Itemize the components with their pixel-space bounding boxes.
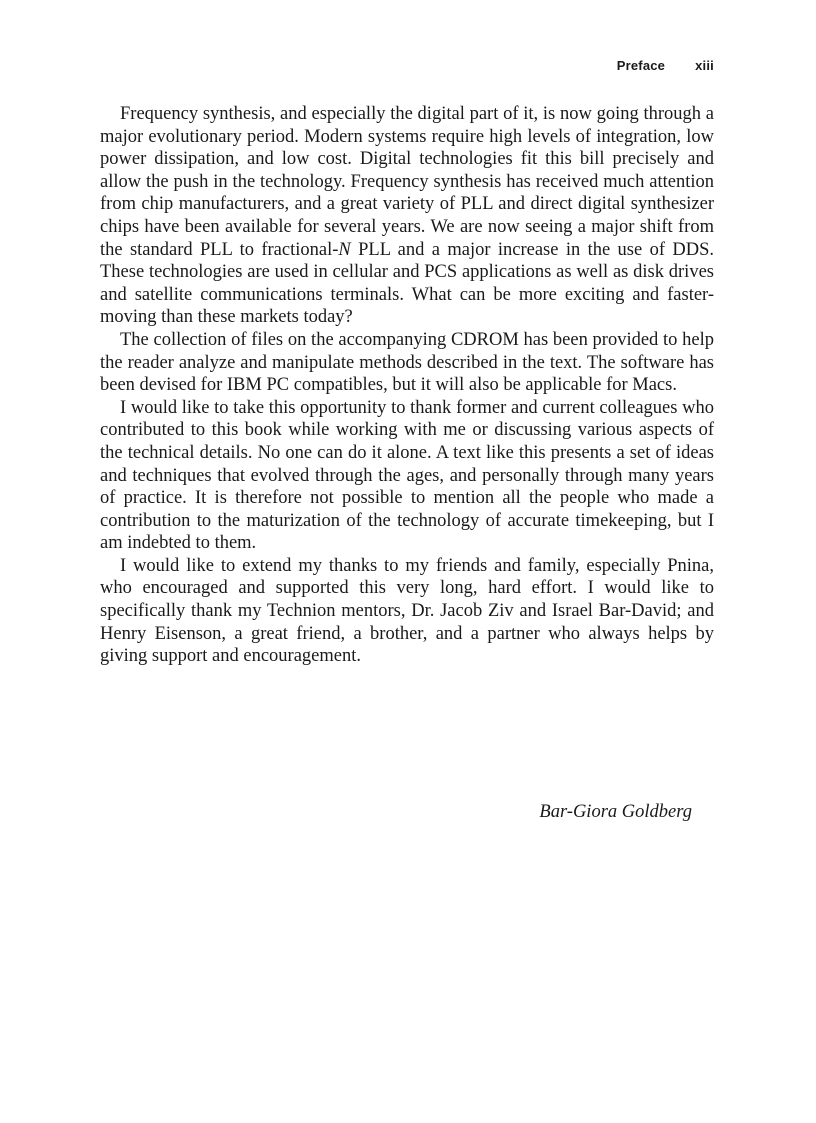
paragraph-1-part-1: Frequency synthesis, and especially the digital part of it, is now going through a major evolutionary period. Modern systems require high levels of integration, low power dissipation, and low cost. Digital technologies fit this bill precisely and allow the push in the technology. Frequency synthesis has received much attention from chip manufacturers, and a great variety of PLL and direct digital synthesizer chips have been available for several years. We are now seeing a major shift from the standard PLL to fractional- <box>100 104 714 260</box>
paragraph-4: I would like to extend my thanks to my friends and family, especially Pnina, who encouraged and supported this very long, hard effort. I would like to specifically thank my Technion mentors, Dr. Jacob Ziv and Israel Bar-David; and Henry Eisenson, a great friend, a brother, and a partner who always helps by giving support and encouragement. <box>100 555 714 667</box>
section-title: Preface <box>616 58 666 73</box>
italic-n: N <box>338 239 351 260</box>
page-number: xiii <box>695 58 714 73</box>
author-signature: Bar-Giora Goldberg <box>539 802 692 822</box>
paragraph-2: The collection of files on the accompanying CDROM has been provided to help the reader analyze and manipulate methods described in the text. The software has been devised for IBM PC compatibles, but it will also be applicable for Macs. <box>100 329 714 396</box>
preface-body <box>100 103 714 668</box>
paragraph-1-part-2: PLL and a major increase in the use of DDS. These technologies are used in cellular and PCS applications as well as disk drives and satellite communications terminals. What can be more exciting and faster-moving than these markets today? <box>100 239 714 328</box>
paragraph-3: I would like to take this opportunity to thank former and current colleagues who contributed to this book while working with me or discussing various aspects of the technical details. No one can do it alone. A text like this presents a set of ideas and techniques that evolved through the ages, and personally through many years of practice. It is therefore not possible to mention all the people who made a contribution to the maturization of the technology of accurate timekeeping, but I am indebted to them. <box>100 397 714 554</box>
running-head <box>100 58 714 73</box>
paragraph-1 <box>100 103 714 329</box>
